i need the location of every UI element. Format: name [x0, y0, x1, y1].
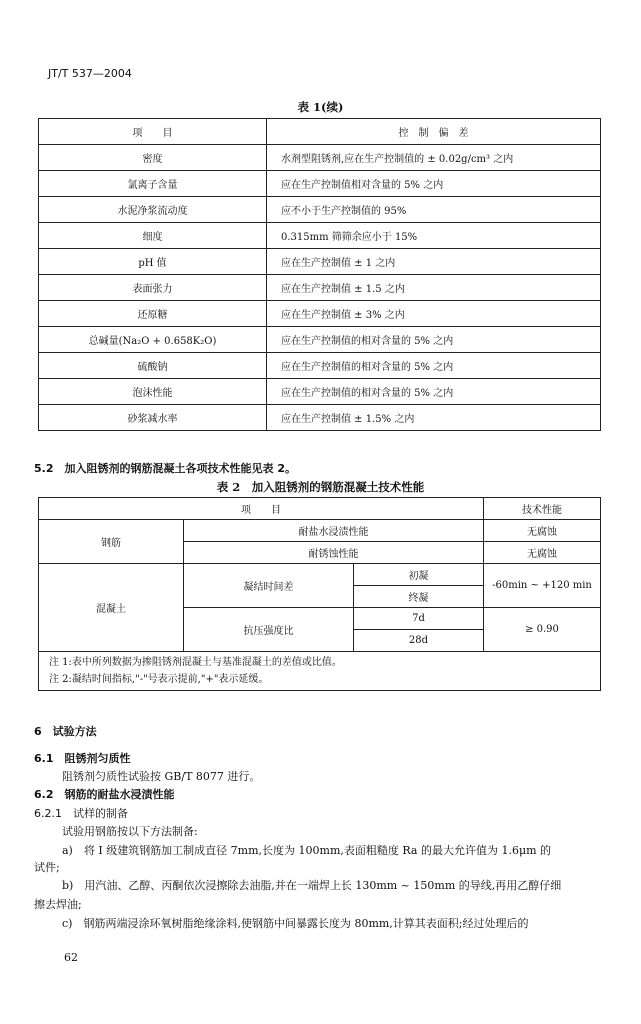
table-cell: 初凝: [354, 564, 484, 586]
table2-caption: 表 2 加入阻锈剂的钢筋混凝土技术性能: [216, 480, 425, 494]
table-cell: 终凝: [354, 586, 484, 608]
table-cell: ≥ 0.90: [484, 608, 601, 652]
table-cell: 氯离子含量: [39, 171, 267, 197]
table1-caption: 表 1(续): [297, 100, 344, 114]
table-cell: 应在生产控制值 ± 1.5% 之内: [267, 405, 601, 431]
table-cell: 无腐蚀: [484, 520, 601, 542]
table2-concrete: 混凝土: [39, 564, 184, 652]
table-cell: 0.315mm 筛筛余应小于 15%: [267, 223, 601, 249]
table1-head-item: 项 目: [39, 119, 267, 145]
list-item-b: b) 用汽油、乙醇、丙酮依次浸擦除去油脂,并在一端焊上长 130mm ~ 150mm 的导线,再用乙醇仔细: [62, 879, 562, 892]
section-6-2: 6.2 钢筋的耐盐水浸渍性能: [34, 788, 175, 801]
table-row: [39, 301, 601, 327]
table-cell: 密度: [39, 145, 267, 171]
table1: [38, 118, 601, 431]
table-row: [39, 564, 601, 586]
table-cell: 砂浆减水率: [39, 405, 267, 431]
table-row: [39, 405, 601, 431]
table-row: [39, 223, 601, 249]
table-row: [39, 353, 601, 379]
table-cell: 应在生产控制值相对含量的 5% 之内: [267, 171, 601, 197]
table-cell: 总碱量(Na₂O + 0.658K₂O): [39, 327, 267, 353]
table-cell: 应在生产控制值的相对含量的 5% 之内: [267, 327, 601, 353]
table-row: [39, 520, 601, 542]
table-cell: 水剂型阻锈剂,应在生产控制值的 ± 0.02g/cm³ 之内: [267, 145, 601, 171]
table-cell: 凝结时间差: [184, 564, 354, 608]
table-cell: 泡沫性能: [39, 379, 267, 405]
table-cell: 耐盐水浸渍性能: [184, 520, 484, 542]
page-number: 62: [64, 951, 78, 964]
table-row: [39, 652, 601, 691]
table-row: [39, 275, 601, 301]
table2-notes: [39, 652, 601, 691]
table-cell: -60min ~ +120 min: [484, 564, 601, 608]
table-cell: 无腐蚀: [484, 542, 601, 564]
section-6-2-1: 6.2.1 试样的制备: [34, 807, 128, 820]
table1-header-row: [39, 119, 601, 145]
list-item-a: a) 将 I 级建筑钢筋加工制成直径 7mm,长度为 100mm,表面粗糙度 Ra 的最大允许值为 1.6μm 的: [62, 844, 552, 857]
table-row: [39, 379, 601, 405]
table-cell: 耐锈蚀性能: [184, 542, 484, 564]
table-cell: 抗压强度比: [184, 608, 354, 652]
section-5-2: 5.2 加入阻锈剂的钢筋混凝土各项技术性能见表 2。: [34, 462, 296, 475]
table-cell: 表面张力: [39, 275, 267, 301]
table-cell: 应在生产控制值 ± 1.5 之内: [267, 275, 601, 301]
table-cell: 应不小于生产控制值的 95%: [267, 197, 601, 223]
table-row: [39, 145, 601, 171]
table-cell: 水泥净浆流动度: [39, 197, 267, 223]
table-row: [39, 171, 601, 197]
table-cell: 7d: [354, 608, 484, 630]
table-cell: 应在生产控制值的相对含量的 5% 之内: [267, 353, 601, 379]
table2-head-item: 项 目: [39, 498, 484, 520]
table2-note-2: 注 2:凝结时间指标,"-"号表示提前,"+"表示延缓。: [49, 674, 269, 685]
table2-steel: 钢筋: [39, 520, 184, 564]
table-cell: 应在生产控制值 ± 1 之内: [267, 249, 601, 275]
table-cell: 硫酸钠: [39, 353, 267, 379]
section-6-1: 6.1 阻锈剂匀质性: [34, 752, 131, 765]
section-6-1-text: 阻锈剂匀质性试验按 GB/T 8077 进行。: [62, 770, 261, 783]
table-row: [39, 498, 601, 520]
table-row: [39, 249, 601, 275]
section-6-2-1-text: 试验用钢筋按以下方法制备:: [62, 825, 198, 838]
table-cell: 应在生产控制值的相对含量的 5% 之内: [267, 379, 601, 405]
table2-note-1: 注 1:表中所列数据为掺阻锈剂混凝土与基准混凝土的差值或比值。: [49, 657, 342, 668]
list-item-c: c) 钢筋两端浸涂环氧树脂绝缘涂料,使钢筋中间暴露长度为 80mm,计算其表面积;经过处理后的: [62, 917, 529, 930]
list-item-b-cont: 擦去焊油;: [34, 898, 82, 911]
page-header: JT/T 537—2004: [48, 67, 132, 80]
table-cell: 还原糖: [39, 301, 267, 327]
table-cell: 细度: [39, 223, 267, 249]
table2: [38, 497, 601, 691]
table-cell: pH 值: [39, 249, 267, 275]
table-row: [39, 327, 601, 353]
table2-head-performance: 技术性能: [484, 498, 601, 520]
table-cell: 28d: [354, 630, 484, 652]
list-item-a-cont: 试件;: [34, 861, 60, 874]
table-row: [39, 197, 601, 223]
table-cell: 应在生产控制值 ± 3% 之内: [267, 301, 601, 327]
table1-head-deviation: 控 制 偏 差: [267, 119, 601, 145]
section-6: 6 试验方法: [34, 725, 97, 738]
